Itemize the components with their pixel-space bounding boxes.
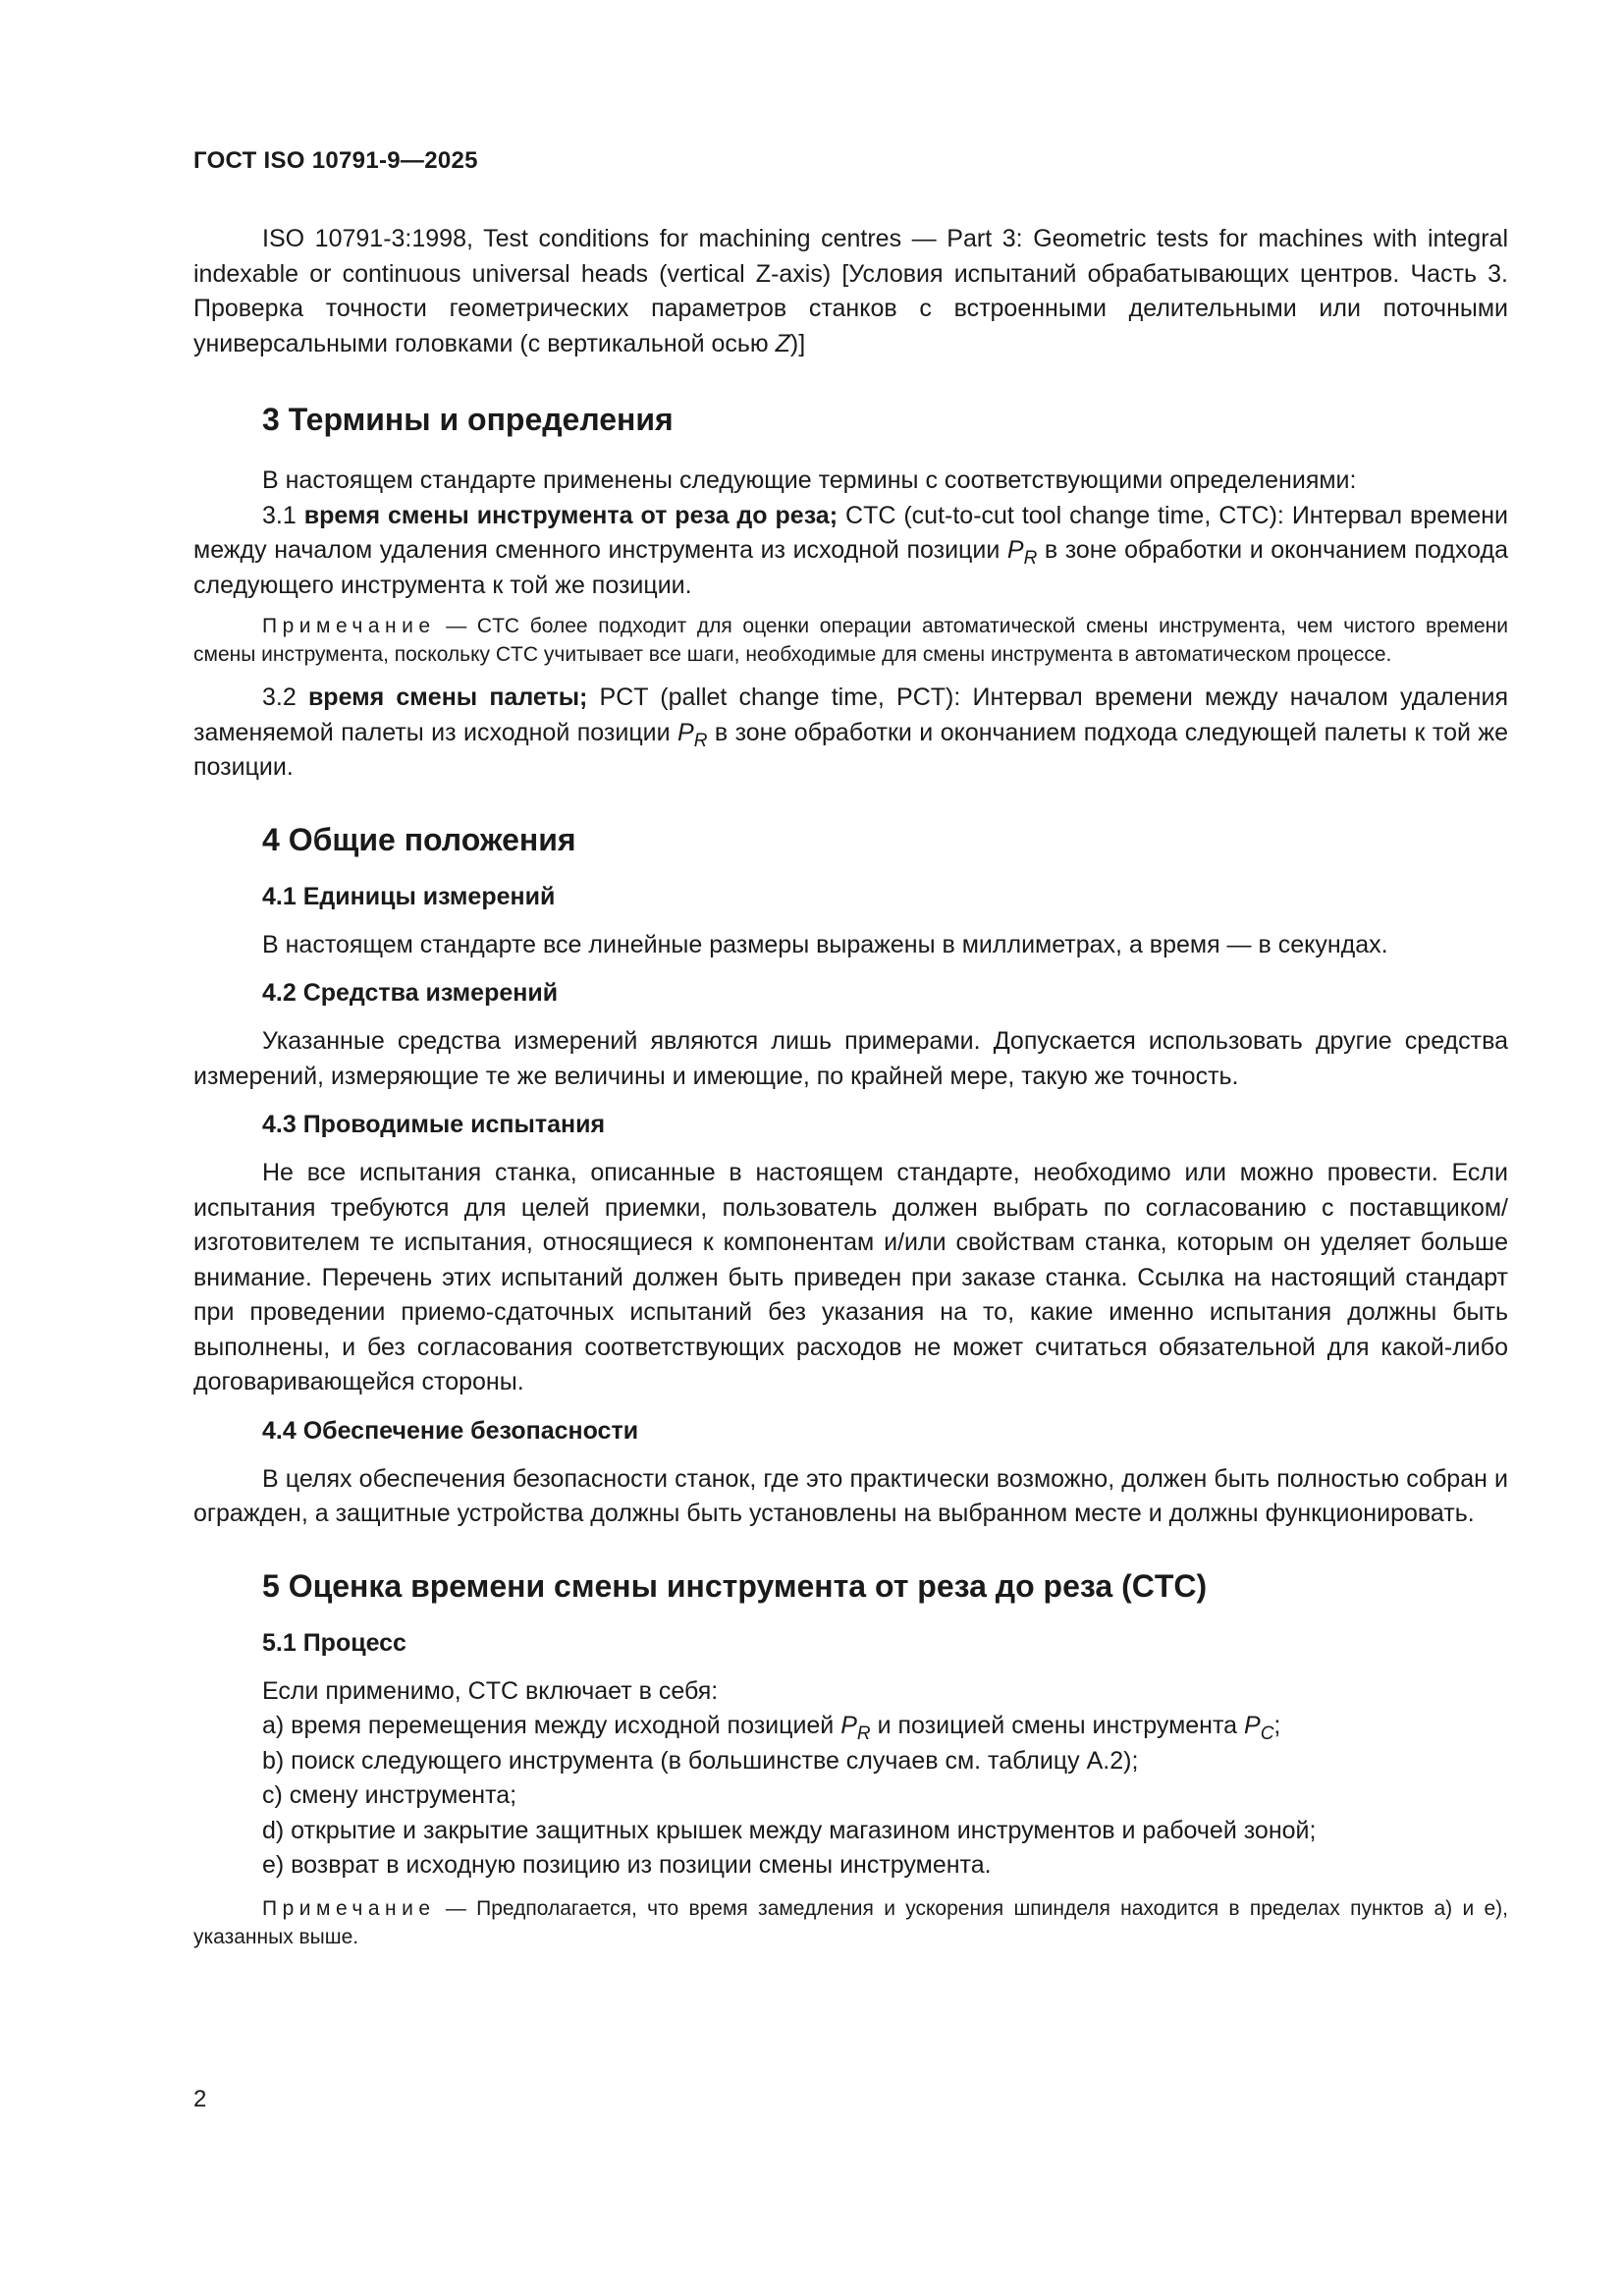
section-4-1-heading: 4.1 Единицы измерений [262,882,556,910]
term-3-2-name: время смены палеты; [307,683,588,711]
symbol-subscript-r: R [856,1723,871,1744]
symbol-p: P [1244,1712,1261,1739]
list-item-c: c) смену инструмента; [262,1781,517,1809]
section-4-3-text: Не все испытания станка, описанные в настоящем стандарте, необходимо или можно провести. Если испытания требуются для целей приемки, пользователь должен выбрать по согласованию с поставщиком/изготовителем те испытания, относящиеся к компонентам и/или свойствам станка, которым он уделяет больше внимание. Перечень этих испытаний должен быть приведен при заказе станка. Ссылка на настоящий стандарт при проведении приемо-сдаточных испытаний без указания на то, какие именно испытания должны быть выполнены, и без согласования соответствующих расходов не может считаться обязательной для какой-либо договаривающейся стороны. [193,1159,1508,1395]
normative-reference [193,222,1508,361]
symbol-p: P [677,718,694,746]
section-4-heading: 4 Общие положения [262,821,576,857]
symbol-subscript-r: R [1023,548,1038,569]
term-3-1-name: время смены инструмента от реза до реза; [303,501,839,529]
document-code-header: ГОСТ ISO 10791-9—2025 [193,147,478,174]
term-3-1-definition: CTC (cut-to-cut tool change time, CTC): Интервал времени между началом удаления сменного инструмента из исходной позиции [193,501,1508,564]
list-item-e: e) возврат в исходную позицию из позиции смены инструмента. [262,1851,992,1879]
term-3-1 [193,499,1508,604]
section-4-2-heading: 4.2 Средства измерений [262,979,559,1007]
symbol-subscript-c: C [1260,1723,1274,1744]
section-5-heading: 5 Оценка времени смены инструмента от реза до реза (CTC) [262,1567,1208,1604]
section-4-3-heading: 4.3 Проводимые испытания [262,1111,606,1138]
list-item-a-text: a) время перемещения между исходной позицией [262,1712,841,1739]
note-label: Примечание [262,1896,436,1920]
section-4-1-text: В настоящем стандарте все линейные размеры выражены в миллиметрах, а время — в секундах. [262,930,1388,958]
section-4-4-text: В целях обеспечения безопасности станок, где это практически возможно, должен быть полностью собран и огражден, а защитные устройства должны быть установлены на выбранном месте и должны функционировать. [193,1464,1508,1527]
section-5-1-intro: Если применимо, CTC включает в себя: [262,1676,719,1705]
note-3-1 [193,612,1508,669]
reference-text: ISO 10791-3:1998, Test conditions for machining centres — Part 3: Geometric tests for machines with integral indexable or continuous universal heads (vertical Z-axis) [Условия испытаний обрабатывающих центров. Часть 3. Проверка точности геометрических параметров станков с встроенными делительными или поточными универсальными головками (с вертикальной осью [193,225,1508,357]
term-3-2-definition-end: в зоне обработки и окончанием подхода следующей палеты к той же позиции. [193,718,1509,781]
section-5-1-heading: 5.1 Процесс [262,1628,406,1657]
list-item-a-end: ; [1273,1712,1281,1739]
term-3-1-definition-end: в зоне обработки и окончанием подхода следующего инструмента к той же позиции. [193,536,1508,599]
section-3-heading: 3 Термины и определения [262,402,674,437]
note-5-1 [193,1894,1508,1951]
page-content [193,222,1508,1951]
list-item-d: d) открытие и закрытие защитных крышек между магазином инструментов и рабочей зоной; [262,1816,1317,1844]
list-item-a-middle: и позицией смены инструмента [870,1712,1244,1739]
term-3-2 [193,681,1508,786]
section-4-2-text: Указанные средства измерений являются лишь примерами. Допускается использовать другие средства измерений, измеряющие те же величины и имеющие, по крайней мере, такую же точность. [193,1027,1508,1090]
term-3-1-number: 3.1 [262,501,297,529]
note-text: — Предполагается, что время замедления и ускорения шпинделя находится в пределах пунктов a) и e), указанных выше. [193,1896,1508,1948]
note-label: Примечание [262,615,436,637]
section-4-4-heading: 4.4 Обеспечение безопасности [262,1416,639,1445]
symbol-p: P [840,1712,857,1739]
symbol-subscript-r: R [693,730,708,751]
list-item-a [193,1709,1508,1744]
reference-text-end: )] [789,329,806,357]
page-number: 2 [193,2086,207,2112]
symbol-p: P [1006,536,1024,564]
list-item-b: b) поиск следующего инструмента (в большинстве случаев см. таблицу А.2); [262,1746,1139,1775]
z-axis-symbol: Z [775,329,790,357]
term-3-2-number: 3.2 [262,683,297,711]
note-text: — CTC более подходит для оценки операции автоматической смены инструмента, чем чистого времени смены инструмента, поскольку CTC учитывает все шаги, необходимые для смены инструмента в автоматическом процессе. [193,615,1508,666]
term-3-2-definition: PCT (pallet change time, PCT): Интервал времени между началом удаления заменяемой палеты из исходной позиции [193,683,1508,746]
section-3-intro: В настоящем стандарте применены следующие термины с соответствующими определениями: [262,466,1357,494]
